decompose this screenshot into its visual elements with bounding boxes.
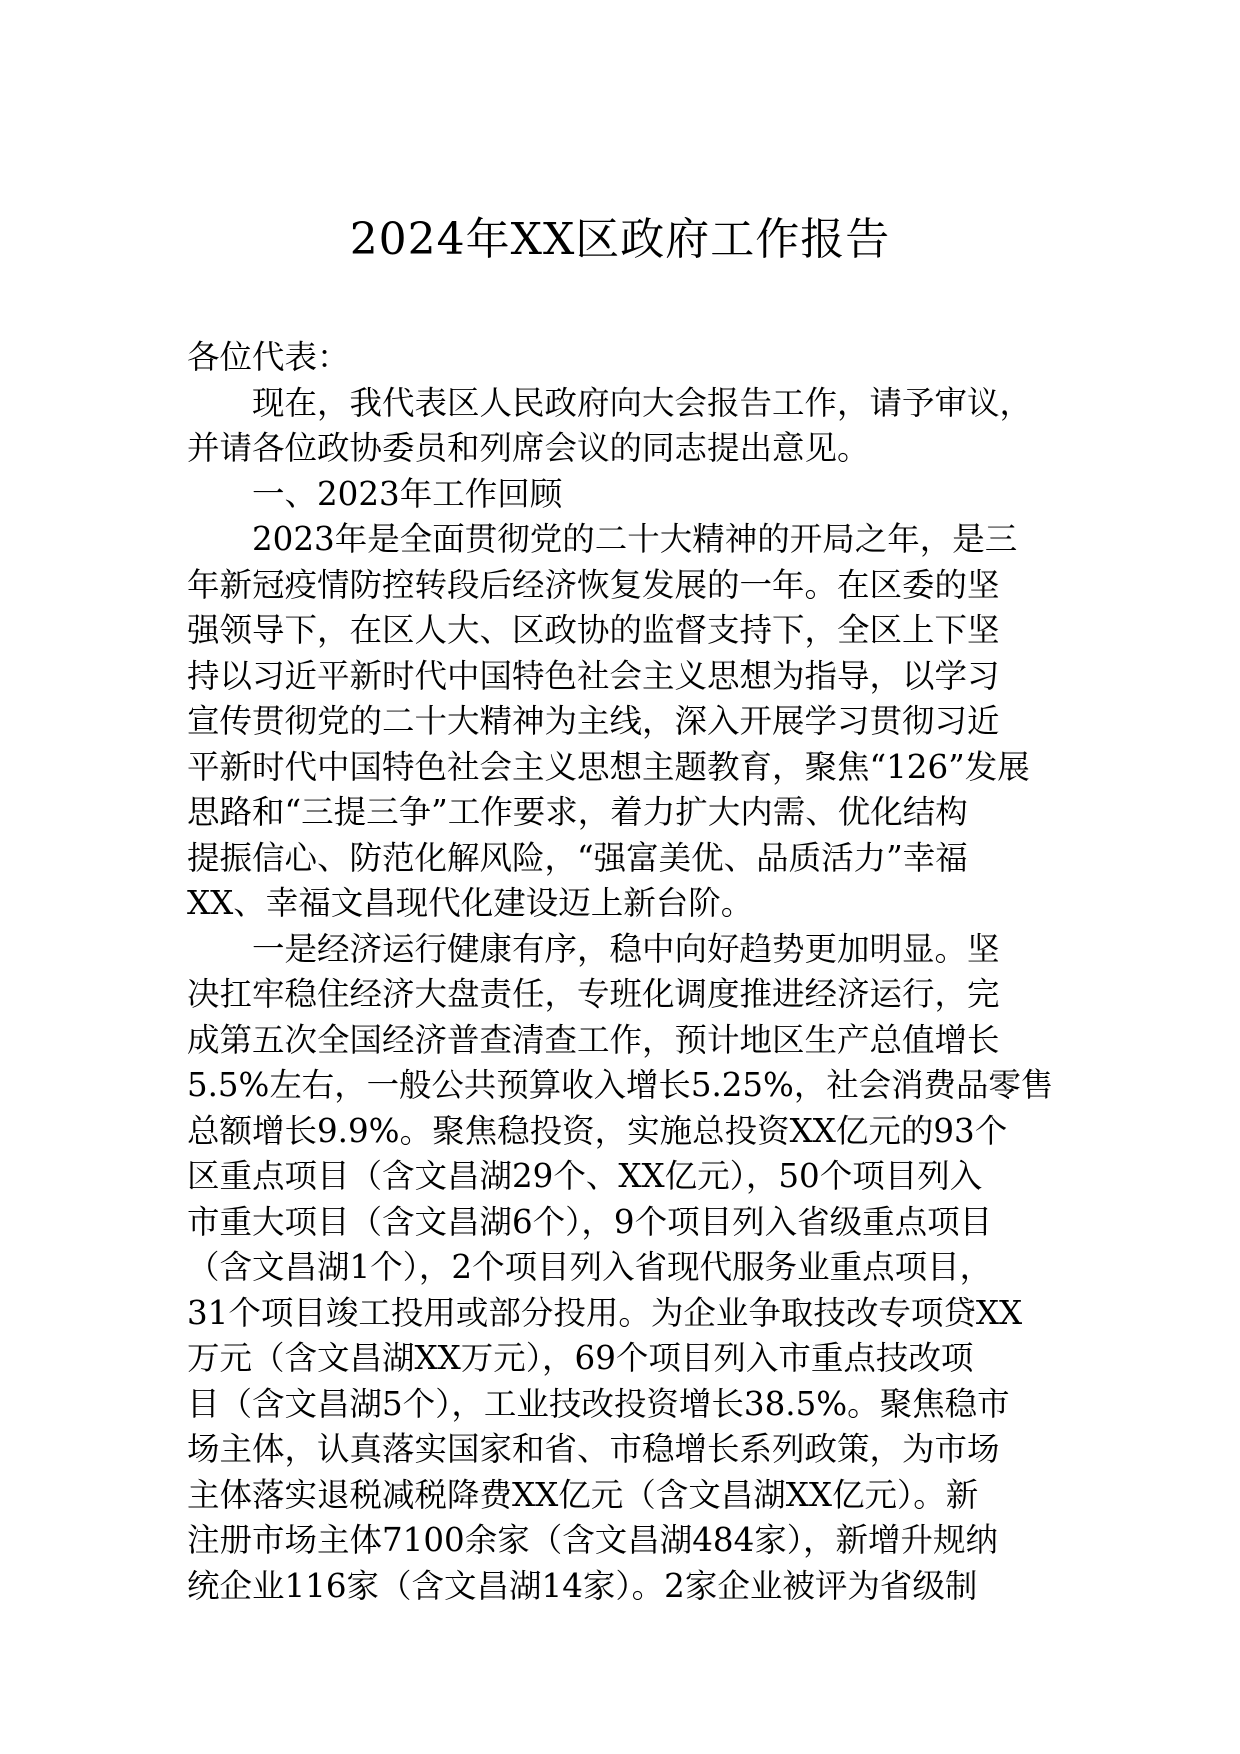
body-line: 总额增长9.9%。聚焦稳投资，实施总投资XX亿元的93个 bbox=[187, 1111, 1008, 1150]
body-line: XX、幸福文昌现代化建设迈上新台阶。 bbox=[187, 884, 754, 922]
body-line: 万元（含文昌湖XX万元），69个项目列入市重点技改项 bbox=[187, 1339, 974, 1377]
body-line: 平新时代中国特色社会主义思想主题教育，聚焦“126”发展 bbox=[187, 747, 1030, 786]
body-line: 成第五次全国经济普查清查工作，预计地区生产总值增长 bbox=[187, 1020, 1000, 1059]
body-line: 区重点项目（含文昌湖29个、XX亿元），50个项目列入 bbox=[187, 1157, 983, 1195]
body-line: 思路和“三提三争”工作要求，着力扩大内需、优化结构 bbox=[187, 793, 968, 831]
body-line: 一、2023年工作回顾 bbox=[252, 474, 563, 513]
body-line: 并请各位政协委员和列席会议的同志提出意见。 bbox=[187, 429, 870, 467]
document-body bbox=[187, 335, 1053, 1609]
body-line: 强领导下，在区人大、区政协的监督支持下，全区上下坚 bbox=[187, 611, 1000, 649]
body-line: 主体落实退税减税降费XX亿元（含文昌湖XX亿元）。新 bbox=[187, 1475, 979, 1514]
body-line: 持以习近平新时代中国特色社会主义思想为指导，以学习 bbox=[187, 656, 1000, 695]
body-line: 31个项目竣工投用或部分投用。为企业争取技改专项贷XX bbox=[187, 1293, 1023, 1332]
body-line: 各位代表： bbox=[187, 338, 350, 376]
body-line: 一是经济运行健康有序，稳中向好趋势更加明显。坚 bbox=[252, 929, 1000, 968]
body-line: 宣传贯彻党的二十大精神为主线，深入开展学习贯彻习近 bbox=[187, 702, 1000, 740]
body-line: 2023年是全面贯彻党的二十大精神的开局之年，是三 bbox=[252, 520, 1018, 558]
body-line: 场主体，认真落实国家和省、市稳增长系列政策，为市场 bbox=[187, 1430, 1000, 1468]
document-title: 2024年XX区政府工作报告 bbox=[349, 214, 891, 265]
body-line: （含文昌湖1个），2个项目列入省现代服务业重点项目， bbox=[187, 1248, 993, 1286]
body-line: 年新冠疫情防控转段后经济恢复发展的一年。在区委的坚 bbox=[187, 565, 1000, 604]
body-line: 市重大项目（含文昌湖6个），9个项目列入省级重点项目 bbox=[187, 1202, 993, 1241]
body-line: 注册市场主体7100余家（含文昌湖484家），新增升规纳 bbox=[187, 1521, 998, 1559]
body-line: 决扛牢稳住经济大盘责任，专班化调度推进经济运行，完 bbox=[187, 975, 1000, 1013]
body-line: 现在，我代表区人民政府向大会报告工作，请予审议， bbox=[252, 383, 1033, 422]
body-line: 5.5%左右，一般公共预算收入增长5.25%，社会消费品零售 bbox=[187, 1066, 1054, 1104]
body-line: 目（含文昌湖5个），工业技改投资增长38.5%。聚焦稳市 bbox=[187, 1384, 1010, 1423]
body-line: 提振信心、防范化解风险，“强富美优、品质活力”幸福 bbox=[187, 838, 968, 877]
body-line: 统企业116家（含文昌湖14家）。2家企业被评为省级制 bbox=[187, 1566, 978, 1605]
